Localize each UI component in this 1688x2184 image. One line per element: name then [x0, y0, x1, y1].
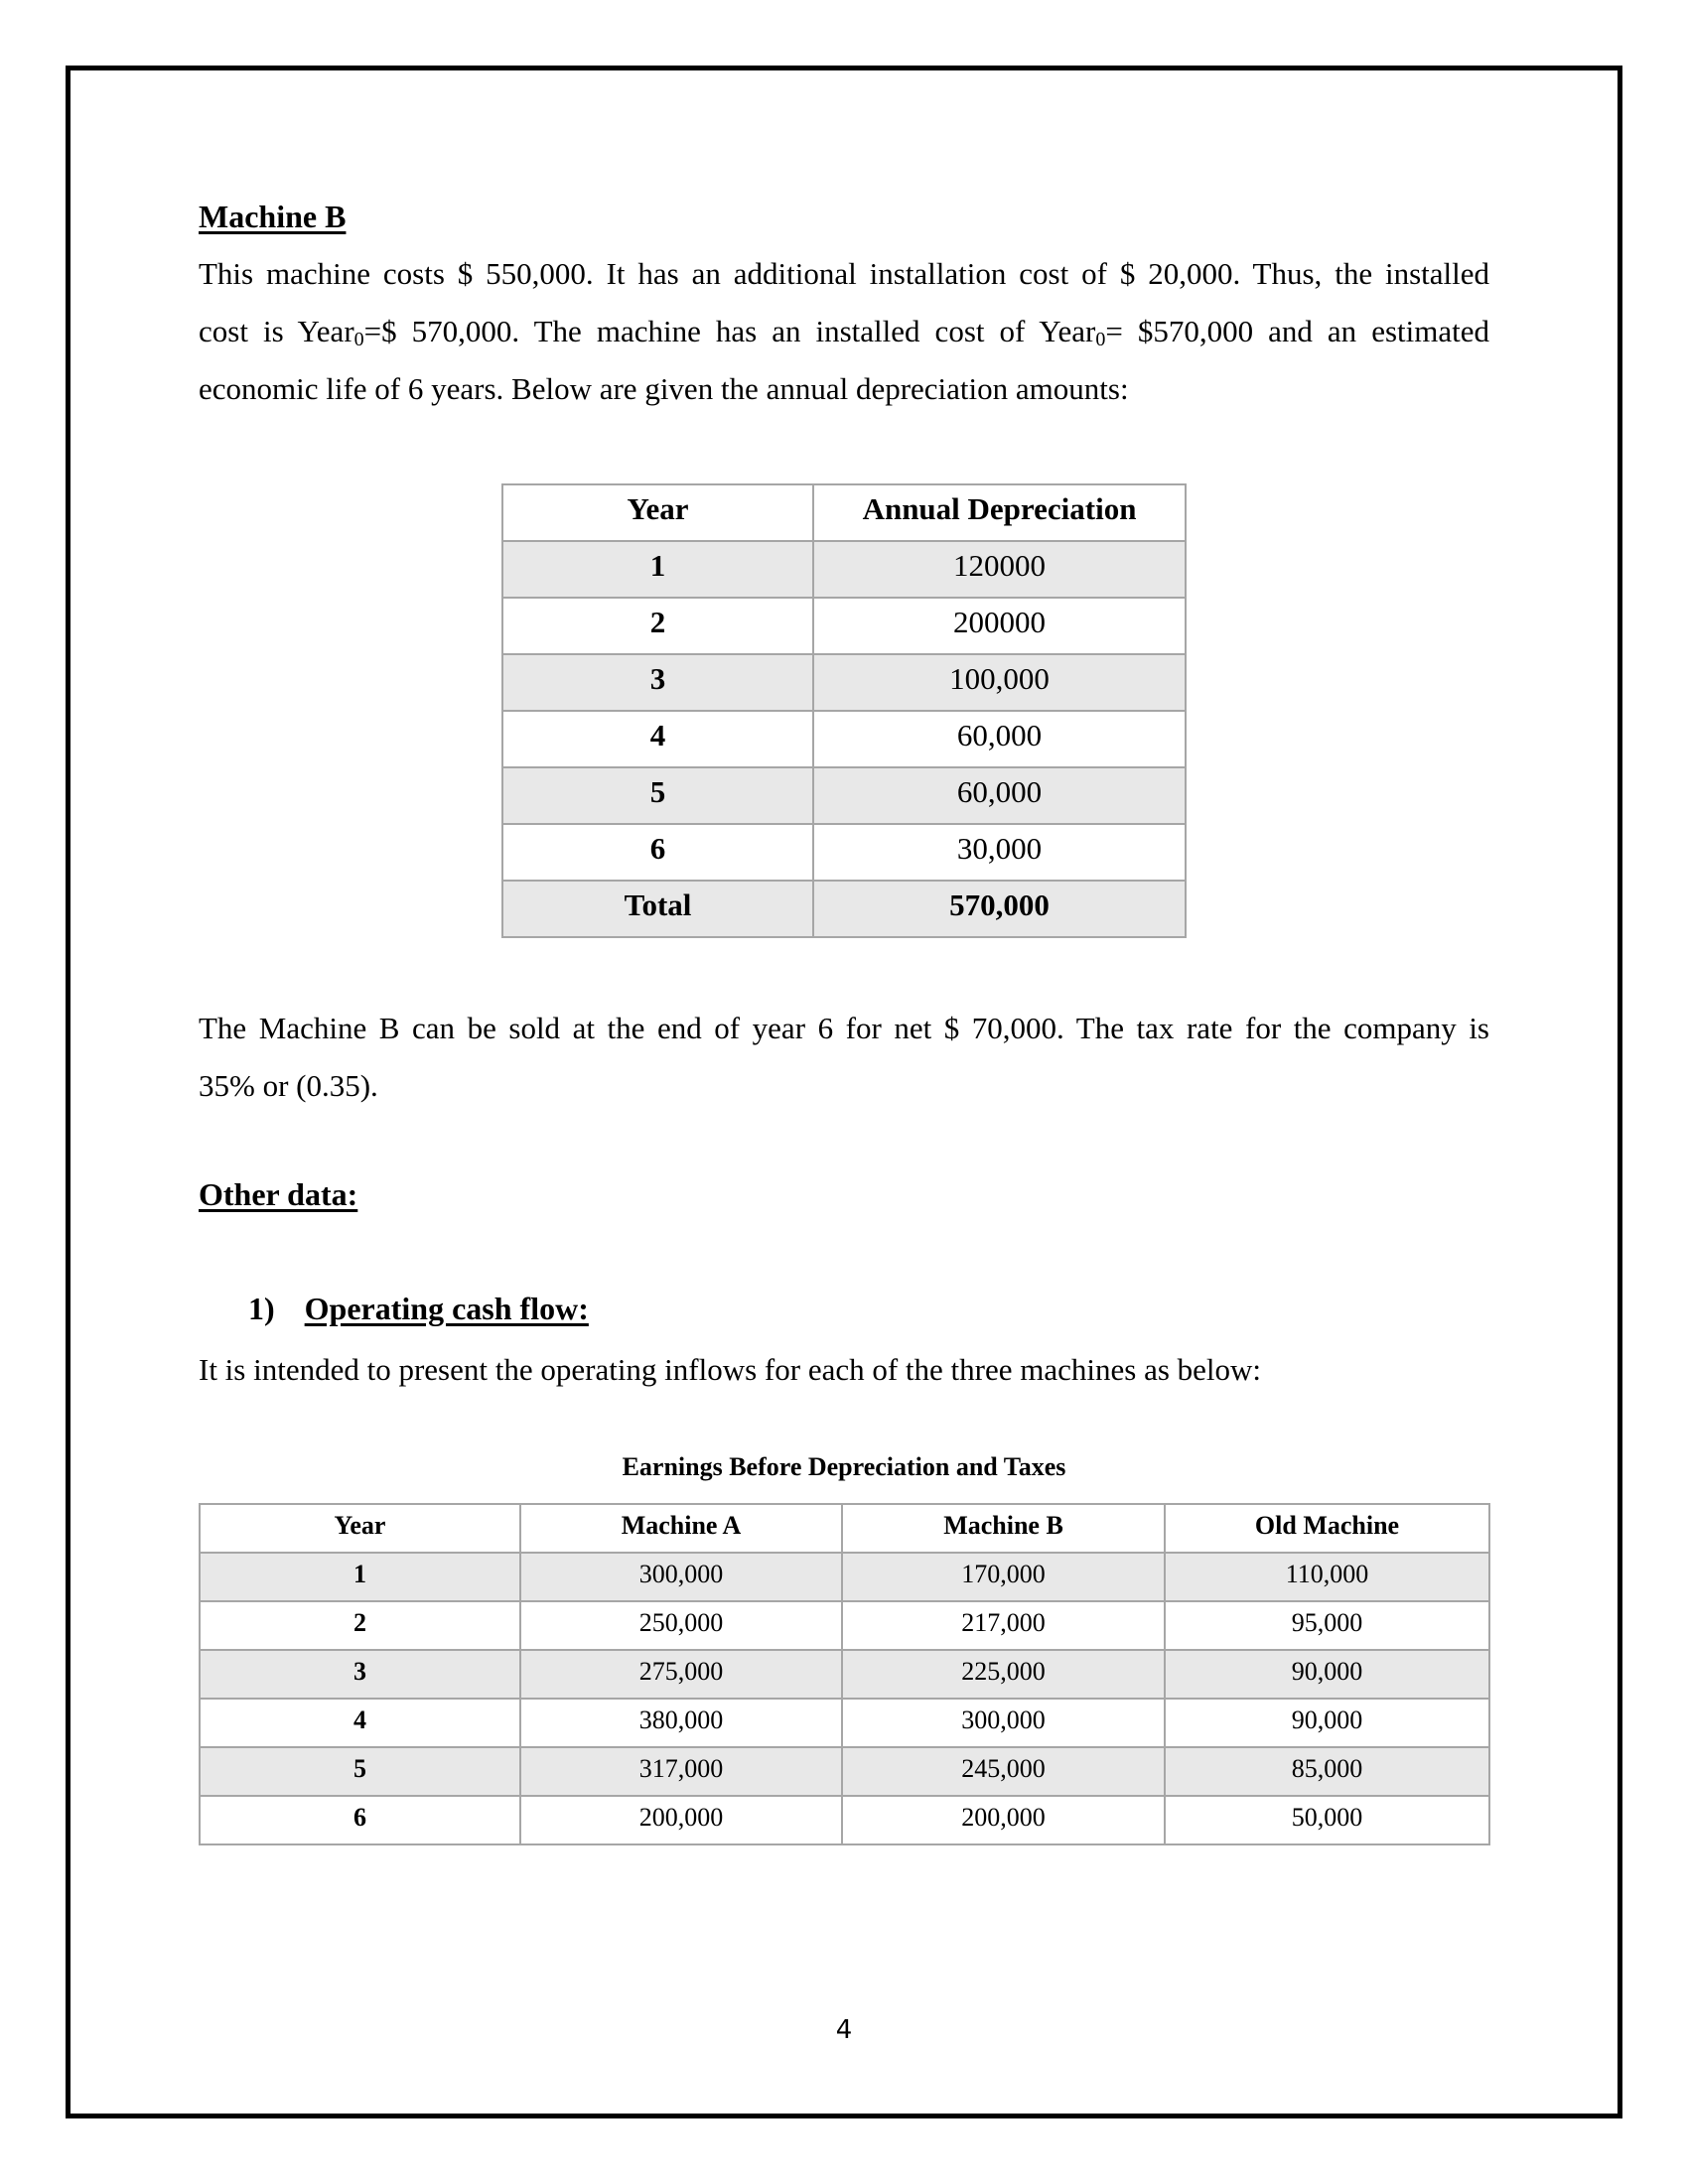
table-row: [200, 1650, 1489, 1699]
year-cell: 5: [200, 1747, 520, 1796]
depreciation-cell: 200000: [813, 598, 1186, 654]
other-data-heading: Other data:: [199, 1176, 358, 1212]
subscript-zero: 0: [1095, 329, 1106, 350]
machine-a-cell: 200,000: [520, 1796, 842, 1844]
machine-a-cell: 317,000: [520, 1747, 842, 1796]
table-row: [502, 711, 1186, 767]
intro-line-2-part-b: =$ 570,000. The machine has an installed cost of Year: [363, 314, 1096, 348]
header-annual-depreciation: Annual Depreciation: [813, 484, 1186, 541]
table-row: [502, 541, 1186, 598]
depreciation-cell: 100,000: [813, 654, 1186, 711]
table-row: [502, 767, 1186, 824]
year-cell: 6: [502, 824, 813, 881]
old-machine-cell: 85,000: [1165, 1747, 1489, 1796]
operating-intro-line: It is intended to present the operating inflows for each of the three machines as below:: [199, 1352, 1262, 1387]
depreciation-cell: 120000: [813, 541, 1186, 598]
salvage-line-1: The Machine B can be sold at the end of year 6 for net $ 70,000. The tax rate for the company is: [199, 1011, 1489, 1045]
machine-b-heading: Machine B: [199, 199, 347, 234]
year-cell: 3: [502, 654, 813, 711]
table-row: [200, 1747, 1489, 1796]
header-year: Year: [200, 1504, 520, 1553]
old-machine-cell: 95,000: [1165, 1601, 1489, 1650]
total-label: Total: [502, 881, 813, 937]
ebdt-table-caption: Earnings Before Depreciation and Taxes: [622, 1452, 1066, 1481]
intro-line-2-part-c: = $570,000 and an estimated: [1105, 314, 1489, 348]
year-cell: 6: [200, 1796, 520, 1844]
machine-b-cell: 300,000: [842, 1699, 1165, 1747]
subscript-zero: 0: [353, 329, 364, 350]
table-row: [502, 654, 1186, 711]
year-cell: 4: [502, 711, 813, 767]
machine-b-cell: 200,000: [842, 1796, 1165, 1844]
depreciation-cell: 60,000: [813, 767, 1186, 824]
header-old-machine: Old Machine: [1165, 1504, 1489, 1553]
header-year: Year: [502, 484, 813, 541]
intro-line-3: economic life of 6 years. Below are given the annual depreciation amounts:: [199, 371, 1129, 406]
old-machine-cell: 50,000: [1165, 1796, 1489, 1844]
salvage-line-2: 35% or (0.35).: [199, 1068, 378, 1103]
machine-b-cell: 217,000: [842, 1601, 1165, 1650]
table-row: [502, 824, 1186, 881]
machine-b-intro: [199, 245, 1489, 418]
old-machine-cell: 90,000: [1165, 1650, 1489, 1699]
depreciation-cell: 30,000: [813, 824, 1186, 881]
machine-b-cell: 225,000: [842, 1650, 1165, 1699]
machine-a-cell: 275,000: [520, 1650, 842, 1699]
depreciation-cell: 60,000: [813, 711, 1186, 767]
machine-a-cell: 300,000: [520, 1553, 842, 1601]
table-row: [200, 1796, 1489, 1844]
ebdt-table: [199, 1503, 1490, 1845]
table-row: [200, 1699, 1489, 1747]
intro-line-2-part-a: cost is Year: [199, 314, 354, 348]
total-value: 570,000: [813, 881, 1186, 937]
total-row: [502, 881, 1186, 937]
year-cell: 5: [502, 767, 813, 824]
salvage-paragraph: [199, 1000, 1489, 1115]
year-cell: 1: [502, 541, 813, 598]
page-number: 4: [835, 2015, 853, 2045]
depreciation-table: [501, 483, 1187, 938]
table-header-row: [200, 1504, 1489, 1553]
machine-b-cell: 170,000: [842, 1553, 1165, 1601]
machine-b-cell: 245,000: [842, 1747, 1165, 1796]
machine-a-cell: 380,000: [520, 1699, 842, 1747]
operating-cash-flow-heading: [248, 1291, 589, 1327]
table-row: [200, 1553, 1489, 1601]
header-machine-a: Machine A: [520, 1504, 842, 1553]
year-cell: 2: [200, 1601, 520, 1650]
old-machine-cell: 110,000: [1165, 1553, 1489, 1601]
year-cell: 3: [200, 1650, 520, 1699]
table-row: [502, 598, 1186, 654]
intro-line-2: [199, 303, 1489, 360]
year-cell: 1: [200, 1553, 520, 1601]
operating-cash-flow-title: Operating cash flow:: [304, 1291, 589, 1326]
intro-line-1: This machine costs $ 550,000. It has an additional installation cost of $ 20,000. Thus, the installed: [199, 256, 1489, 291]
year-cell: 4: [200, 1699, 520, 1747]
operating-intro: [199, 1341, 1489, 1399]
year-cell: 2: [502, 598, 813, 654]
old-machine-cell: 90,000: [1165, 1699, 1489, 1747]
table-row: [200, 1601, 1489, 1650]
table-header-row: [502, 484, 1186, 541]
header-machine-b: Machine B: [842, 1504, 1165, 1553]
machine-a-cell: 250,000: [520, 1601, 842, 1650]
list-number: 1): [248, 1291, 275, 1326]
